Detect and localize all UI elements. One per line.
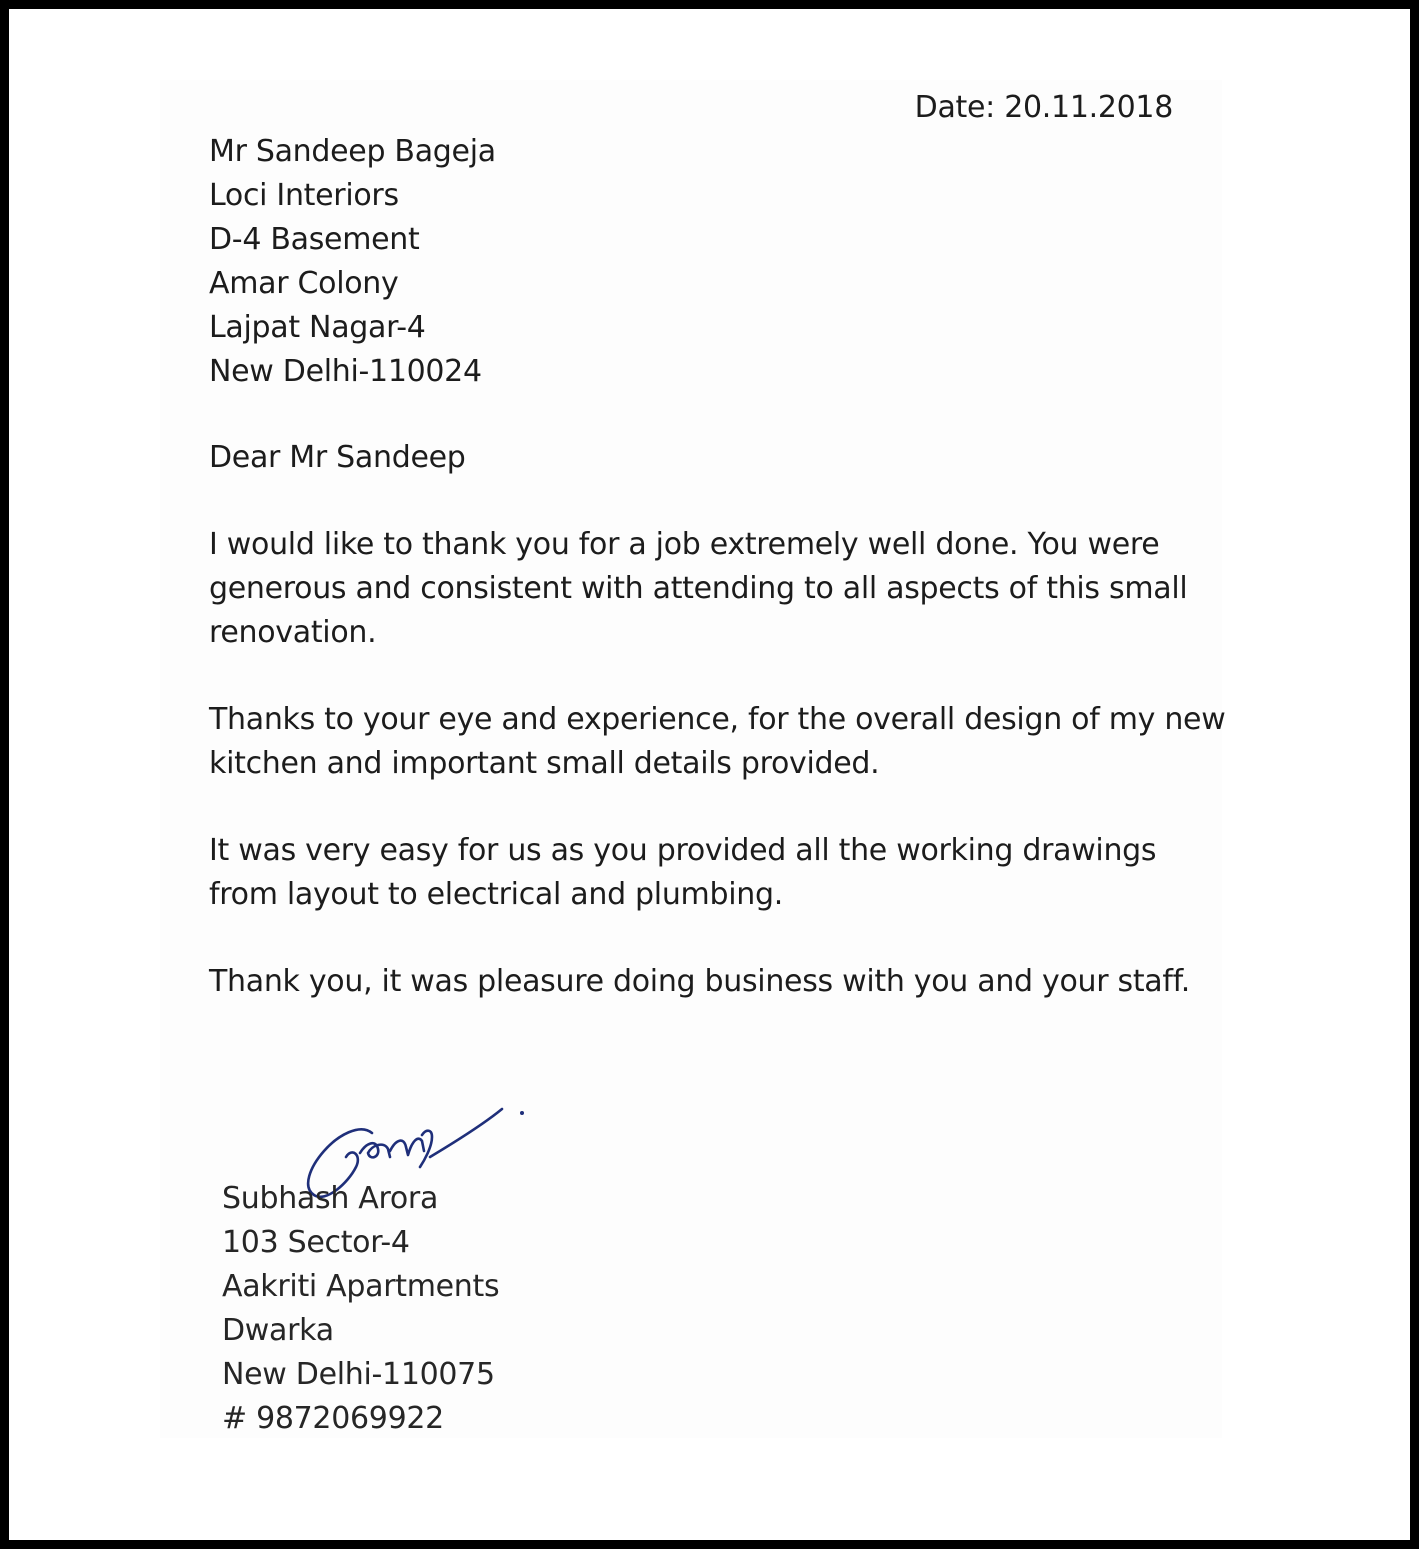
- sender-address-line: Dwarka: [222, 1313, 334, 1348]
- body-paragraph: Thanks to your eye and experience, for the overall design of my new kitchen and important small details provided.: [209, 702, 1226, 781]
- recipient-name: Mr Sandeep Bageja: [209, 134, 496, 169]
- signature-stroke: [360, 1143, 390, 1157]
- recipient-address-line: Amar Colony: [209, 266, 399, 301]
- sender-phone: # 9872069922: [222, 1401, 444, 1436]
- signature-stroke: [430, 1109, 502, 1157]
- body-paragraph: Thank you, it was pleasure doing business with you and your staff.: [209, 964, 1190, 999]
- body-paragraph: It was very easy for us as you provided all the working drawings from layout to electrical and plumbing.: [209, 833, 1157, 912]
- recipient-company: Loci Interiors: [209, 178, 399, 213]
- letter-date: Date: 20.11.2018: [914, 90, 1173, 125]
- sender-city: New Delhi-110075: [222, 1357, 495, 1392]
- recipient-city: New Delhi-110024: [209, 354, 482, 389]
- signature-stroke: [420, 1131, 432, 1167]
- recipient-address: [209, 130, 496, 394]
- signature-dot: [520, 1111, 524, 1115]
- recipient-address-line: D-4 Basement: [209, 222, 420, 257]
- sender-address: [222, 1177, 499, 1441]
- sender-address-line: 103 Sector-4: [222, 1225, 410, 1260]
- signature-stroke: [390, 1139, 424, 1155]
- body-paragraph: I would like to thank you for a job extremely well done. You were generous and consistent with attending to all aspects of this small renovation.: [209, 527, 1188, 650]
- sender-name: Subhash Arora: [222, 1181, 439, 1216]
- sender-address-line: Aakriti Apartments: [222, 1269, 500, 1304]
- salutation: Dear Mr Sandeep: [209, 440, 466, 475]
- recipient-address-line: Lajpat Nagar-4: [209, 310, 426, 345]
